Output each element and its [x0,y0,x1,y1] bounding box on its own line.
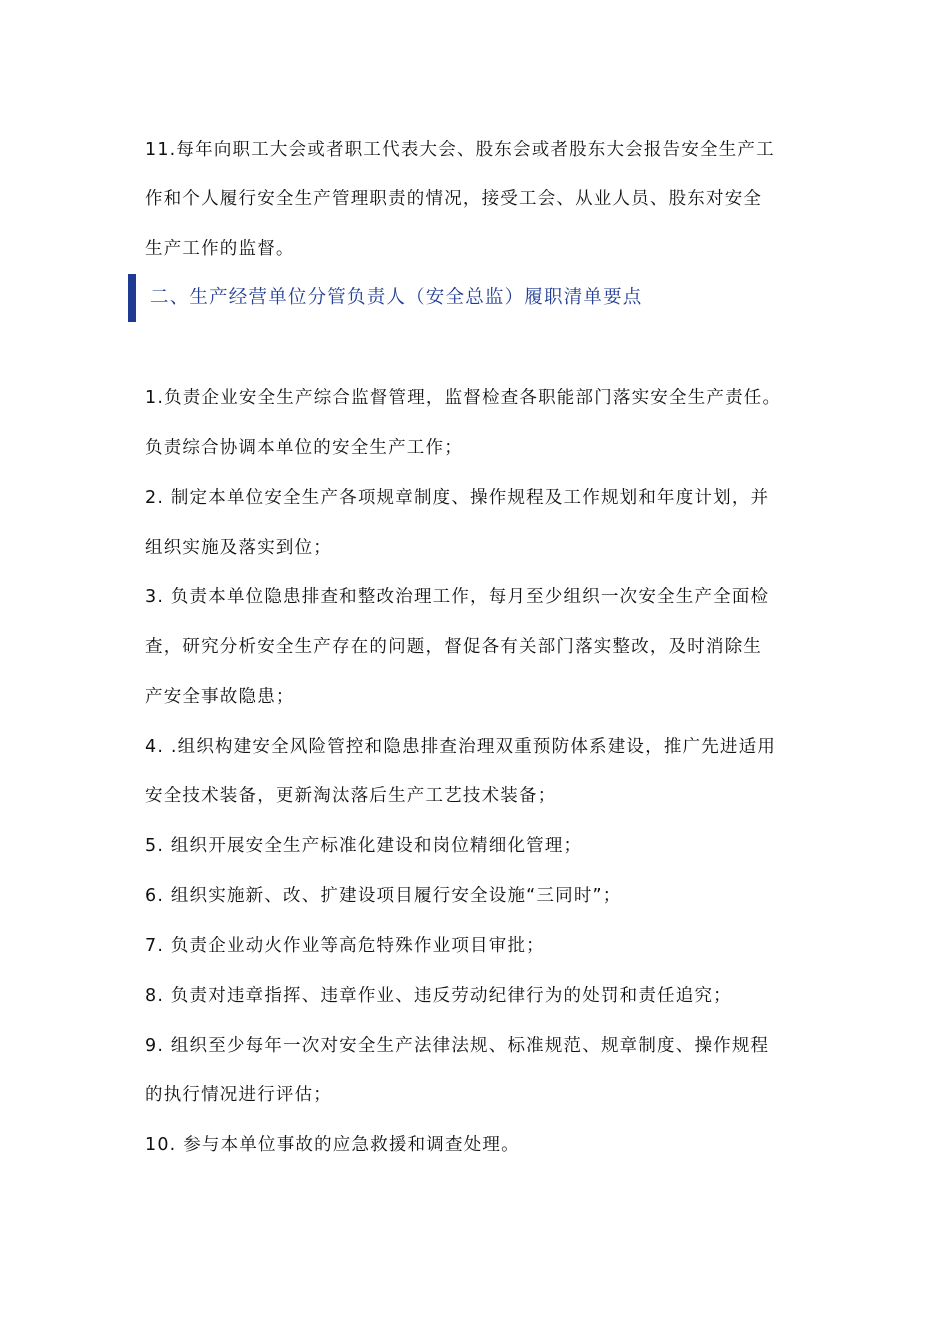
text-line: 生产工作的监督。 [145,239,295,259]
list-item-line: 7. 负责企业动火作业等高危特殊作业项目审批； [145,936,545,956]
heading-accent-bar [128,274,136,322]
list-item-line: 6. 组织实施新、改、扩建设项目履行安全设施“三同时”； [145,886,622,906]
list-item-line: 1.负责企业安全生产综合监督管理，监督检查各职能部门落实安全生产责任。 [145,388,782,408]
list-item-line: 4. .组织构建安全风险管控和隐患排查治理双重预防体系建设，推广先进适用 [145,737,777,757]
list-item-line: 5. 组织开展安全生产标准化建设和岗位精细化管理； [145,836,583,856]
section-title: 二、生产经营单位分管负责人（安全总监）履职清单要点 [150,287,643,308]
list-item-line: 的执行情况进行评估； [145,1085,332,1105]
list-item-line: 2. 制定本单位安全生产各项规章制度、操作规程及工作规划和年度计划，并 [145,488,770,508]
list-item-line: 查，研究分析安全生产存在的问题，督促各有关部门落实整改，及时消除生 [145,637,763,657]
text-line: 作和个人履行安全生产管理职责的情况，接受工会、从业人员、股东对安全 [145,189,763,209]
text-line: 11.每年向职工大会或者职工代表大会、股东会或者股东大会报告安全生产工 [145,140,775,160]
list-item-line: 10. 参与本单位事故的应急救援和调查处理。 [145,1135,520,1155]
list-item-line: 3. 负责本单位隐患排查和整改治理工作，每月至少组织一次安全生产全面检 [145,587,770,607]
list-item-line: 负责综合协调本单位的安全生产工作； [145,438,463,458]
list-item-line: 9. 组织至少每年一次对安全生产法律法规、标准规范、规章制度、操作规程 [145,1036,770,1056]
list-item-line: 产安全事故隐患； [145,687,295,707]
list-item-line: 安全技术装备，更新淘汰落后生产工艺技术装备； [145,786,557,806]
list-item-line: 组织实施及落实到位； [145,538,332,558]
list-item-line: 8. 负责对违章指挥、违章作业、违反劳动纪律行为的处罚和责任追究； [145,986,732,1006]
